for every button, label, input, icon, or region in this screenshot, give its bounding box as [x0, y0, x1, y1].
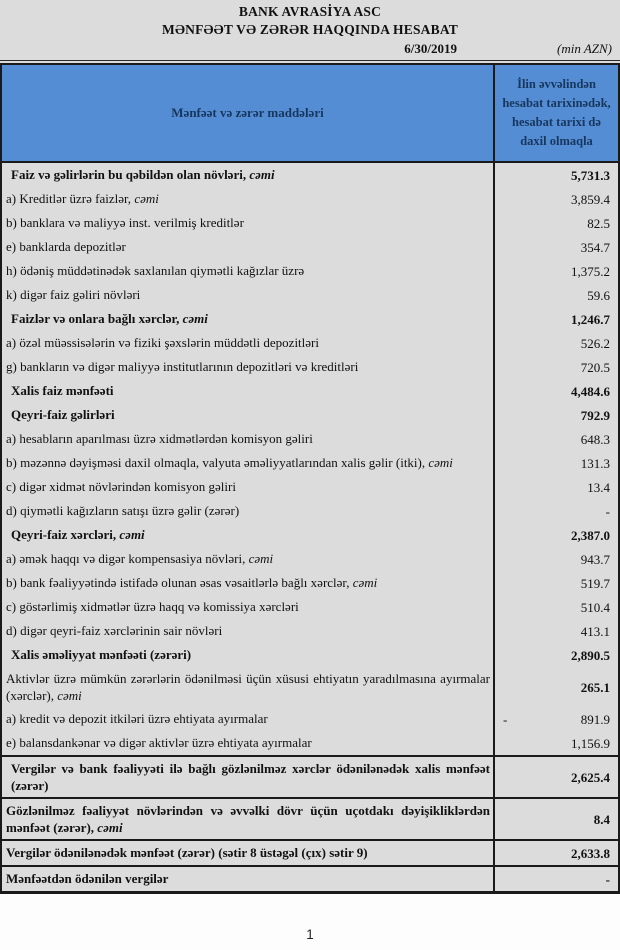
row-value — [495, 187, 618, 211]
row-label: a) Kreditlər üzrə faizlər, cəmi — [2, 187, 495, 211]
row-amount: 648.3 — [580, 431, 610, 447]
row-label: Vergilər ödənilənədək mənfəət (zərər) (sətir 8 üstəgəl (çıx) sətir 9) — [2, 841, 495, 865]
table-row — [2, 307, 618, 331]
row-amount: 1,156.9 — [571, 735, 610, 751]
row-amount: 2,633.8 — [571, 845, 610, 861]
row-amount: 2,625.4 — [571, 769, 610, 785]
table-row — [2, 839, 618, 865]
column-header-period-text: İlin əvvəlindən hesabat tarixinədək, hesabat tarixi də daxil olmaqla — [502, 77, 611, 148]
row-label: Gözlənilməz fəaliyyət növlərindən və əvvəlki dövr üçün uçotdakı dəyişikliklərdən mənfəət (zərər), cəmi — [2, 799, 495, 839]
table-row — [2, 865, 618, 891]
row-value — [495, 707, 618, 731]
row-label: b) məzənnə dəyişməsi daxil olmaqla, valyuta əməliyyatlarından xalis gəlir (itki), cəmi — [2, 451, 495, 475]
table-row — [2, 475, 618, 499]
row-label: h) ödəniş müddətinədək saxlanılan qiymətli kağızlar üzrə — [2, 259, 495, 283]
row-amount: 720.5 — [580, 359, 610, 375]
table-row — [2, 403, 618, 427]
row-value — [495, 451, 618, 475]
row-label: b) banklara və maliyyə inst. verilmiş kreditlər — [2, 211, 495, 235]
row-amount: 526.2 — [580, 335, 610, 351]
row-value — [495, 643, 618, 667]
row-label: e) balansdankənar və digər aktivlər üzrə ehtiyata ayırmalar — [2, 731, 495, 755]
row-label: a) hesabların aparılması üzrə xidmətlərdən komisyon gəliri — [2, 427, 495, 451]
row-value — [495, 595, 618, 619]
table-row — [2, 379, 618, 403]
row-label: Xalis faiz mənfəəti — [2, 379, 495, 403]
table-row — [2, 707, 618, 731]
table-row — [2, 355, 618, 379]
table-row — [2, 163, 618, 187]
table-row — [2, 523, 618, 547]
table-row — [2, 547, 618, 571]
row-value — [495, 499, 618, 523]
row-label: c) göstərlimiş xidmətlər üzrə haqq və komissiya xərcləri — [2, 595, 495, 619]
row-value — [495, 211, 618, 235]
row-amount: 4,484.6 — [571, 383, 610, 399]
row-amount: 13.4 — [587, 479, 610, 495]
row-value — [495, 841, 618, 865]
unit-note: (min AZN) — [556, 41, 612, 56]
row-label: b) bank fəaliyyətində istifadə olunan əsas vəsaitlərlə bağlı xərclər, cəmi — [2, 571, 495, 595]
row-amount: 891.9 — [580, 711, 610, 727]
row-amount: - — [605, 503, 610, 519]
row-label: c) digər xidmət növlərindən komisyon gəliri — [2, 475, 495, 499]
row-amount: 1,375.2 — [571, 263, 610, 279]
row-value — [495, 163, 618, 187]
row-amount: 8.4 — [593, 811, 610, 827]
row-value — [495, 283, 618, 307]
row-value — [495, 475, 618, 499]
table-row — [2, 643, 618, 667]
page-footer — [0, 894, 620, 950]
row-label: a) əmək haqqı və digər kompensasiya növləri, cəmi — [2, 547, 495, 571]
row-value — [495, 867, 618, 891]
table-row — [2, 667, 618, 707]
row-value — [495, 619, 618, 643]
row-amount: 354.7 — [580, 239, 610, 255]
row-value — [495, 331, 618, 355]
row-value — [495, 523, 618, 547]
row-label: Vergilər və bank fəaliyyəti ilə bağlı gözlənilməz xərclər ödənilənədək xalis mənfəət (zərər) — [2, 757, 495, 797]
table-row — [2, 619, 618, 643]
table-header-row — [2, 65, 618, 163]
row-label: e) banklarda depozitlər — [2, 235, 495, 259]
row-amount: 5,731.3 — [571, 167, 610, 183]
negative-sign: - — [503, 711, 508, 727]
row-amount: 519.7 — [580, 575, 610, 591]
table-row — [2, 259, 618, 283]
row-label: d) digər qeyri-faiz xərclərinin sair növləri — [2, 619, 495, 643]
row-value — [495, 547, 618, 571]
table-row — [2, 235, 618, 259]
row-label: Faizlər və onlara bağlı xərclər, cəmi — [2, 307, 495, 331]
report-title: MƏNFƏƏT VƏ ZƏRƏR HAQQINDA HESABAT — [162, 22, 458, 37]
row-value — [495, 571, 618, 595]
row-amount: 510.4 — [580, 599, 610, 615]
row-amount: 3,859.4 — [571, 191, 610, 207]
table-row — [2, 187, 618, 211]
row-amount: 1,246.7 — [571, 311, 610, 327]
table-row — [2, 499, 618, 523]
report-date: 6/30/2019 — [404, 41, 457, 56]
table-row — [2, 797, 618, 839]
row-label: g) bankların və digər maliyyə institutlarının depozitləri və kreditləri — [2, 355, 495, 379]
date-row — [0, 39, 620, 60]
row-amount: 2,890.5 — [571, 647, 610, 663]
row-value — [495, 799, 618, 839]
row-label: k) digər faiz gəliri növləri — [2, 283, 495, 307]
row-amount: 82.5 — [587, 215, 610, 231]
row-value — [495, 307, 618, 331]
row-value — [495, 403, 618, 427]
table-row — [2, 595, 618, 619]
row-amount: 413.1 — [580, 623, 610, 639]
profit-loss-table — [0, 63, 620, 894]
row-value — [495, 731, 618, 755]
column-header-period — [495, 65, 618, 161]
row-amount: 131.3 — [580, 455, 610, 471]
row-value — [495, 757, 618, 797]
row-amount: 59.6 — [587, 287, 610, 303]
row-label: Mənfəətdən ödənilən vergilər — [2, 867, 495, 891]
row-amount: 943.7 — [580, 551, 610, 567]
table-row — [2, 211, 618, 235]
column-header-items: Mənfəət və zərər maddələri — [2, 65, 495, 161]
row-value — [495, 259, 618, 283]
document-header — [0, 0, 620, 61]
row-amount: 792.9 — [580, 407, 610, 423]
row-label: Qeyri-faiz xərcləri, cəmi — [2, 523, 495, 547]
table-row — [2, 755, 618, 797]
table-row — [2, 427, 618, 451]
row-value — [495, 235, 618, 259]
row-label: a) özəl müəssisələrin və fiziki şəxslərin müddətli depozitləri — [2, 331, 495, 355]
row-label: Xalis əməliyyat mənfəəti (zərəri) — [2, 643, 495, 667]
table-row — [2, 451, 618, 475]
row-value — [495, 667, 618, 707]
row-label: a) kredit və depozit itkiləri üzrə ehtiyata ayırmalar — [2, 707, 495, 731]
row-amount: - — [605, 871, 610, 887]
row-amount: 2,387.0 — [571, 527, 610, 543]
page-number: 1 — [306, 927, 314, 942]
row-label: Qeyri-faiz gəlirləri — [2, 403, 495, 427]
row-label: Faiz və gəlirlərin bu qəbildən olan növləri, cəmi — [2, 163, 495, 187]
table-row — [2, 571, 618, 595]
row-value — [495, 427, 618, 451]
table-row — [2, 731, 618, 755]
table-row — [2, 331, 618, 355]
table-row — [2, 283, 618, 307]
row-value — [495, 379, 618, 403]
row-value — [495, 355, 618, 379]
row-label: Aktivlər üzrə mümkün zərərlərin ödənilməsi üçün xüsusi ehtiyatın yaradılmasına ayırmalar (xərclər), cəmi — [2, 667, 495, 707]
row-amount: 265.1 — [580, 679, 610, 695]
row-label: d) qiymətli kağızların satışı üzrə gəlir (zərər) — [2, 499, 495, 523]
bank-name: BANK AVRASİYA ASC — [238, 4, 382, 19]
table-body — [2, 163, 618, 891]
